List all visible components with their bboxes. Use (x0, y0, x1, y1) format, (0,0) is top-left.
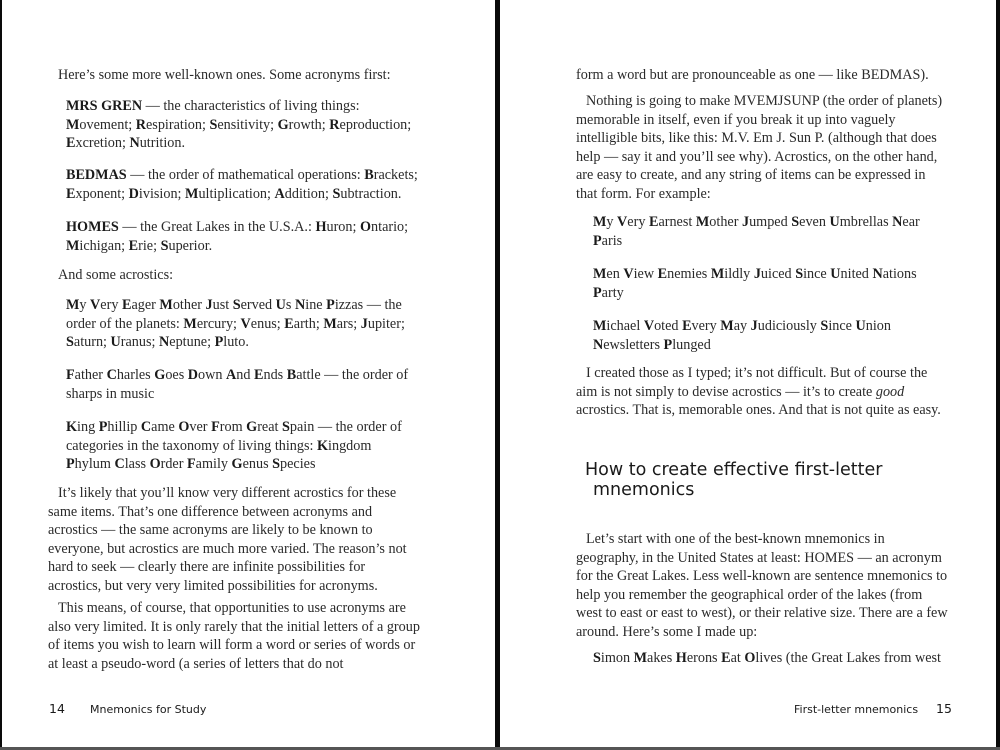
segment-text: nds (263, 367, 287, 383)
bold-initial: G (154, 367, 166, 383)
acrostic-example (593, 317, 927, 354)
segment-text: pain — the order of categories in the taxonomy of living things: (66, 419, 402, 454)
bold-initial: U (275, 297, 286, 313)
acrostic-item (66, 296, 418, 352)
segment-text: s (285, 297, 295, 313)
continuation-text: form a word but are pronounceable as one — like BEDMAS). (576, 67, 929, 83)
segment-text: eptune; (169, 334, 215, 351)
bold-initial: O (178, 419, 190, 435)
segment-text: ivision; (138, 185, 186, 202)
bold-initial: O (359, 219, 372, 235)
bold-initial: S (820, 318, 829, 334)
segment-text: nd (236, 367, 254, 383)
bold-initial: D (187, 367, 199, 383)
segment-text: rowth; (288, 116, 330, 133)
bold-initial: S (66, 334, 74, 351)
bold-initial: N (892, 214, 903, 230)
segment-text: arnest (658, 214, 696, 230)
bold-initial: M (593, 214, 607, 230)
segment-text: even (799, 214, 830, 230)
acronym-item (66, 218, 424, 255)
bold-initial: P (98, 419, 108, 435)
segment-text: uperior. (168, 237, 213, 254)
segment-text: nemies (667, 266, 711, 282)
bold-initial: O (149, 456, 161, 473)
running-title: Mnemonics for Study (90, 703, 207, 716)
acrostic-item (66, 418, 412, 474)
segment-text: ars; (336, 315, 361, 332)
bold-initial: J (360, 315, 368, 332)
bold-initial: E (682, 318, 692, 334)
heading-line: How to create effective first-letter (585, 460, 883, 480)
bold-initial: M (66, 116, 80, 133)
running-title: First-letter mnemonics (794, 703, 919, 716)
bold-initial: S (791, 214, 800, 230)
bold-initial: V (623, 266, 634, 282)
bold-initial: K (66, 419, 78, 435)
bold-initial: C (114, 456, 125, 473)
segment-text: ichael (606, 318, 644, 334)
segment-text: utrition. (139, 135, 186, 152)
bold-initial: S (332, 185, 341, 202)
segment-text: nion (865, 318, 891, 334)
bold-initial: J (753, 266, 761, 282)
bold-initial: G (246, 419, 258, 435)
acrostic-example (593, 265, 927, 302)
segment-text: y (79, 297, 91, 313)
segment-text: ince (803, 266, 831, 282)
bold-initial: M (710, 266, 725, 282)
bold-initial: S (272, 456, 281, 473)
segment-text: arth; (293, 315, 324, 332)
bold-initial: P (326, 297, 335, 313)
segment-text: en (606, 266, 624, 282)
segment-text: xponent; (75, 185, 129, 202)
segment-text: ewsletters (603, 336, 664, 353)
segment-text: upiter; (367, 315, 405, 332)
bold-initial: N (295, 297, 306, 313)
bold-initial: A (274, 185, 285, 202)
bold-initial: J (741, 214, 750, 230)
segment-text: hylum (74, 456, 115, 473)
segment-text: own (198, 367, 227, 383)
segment-text: amily (195, 456, 232, 473)
para-text: acrostics. That is, memorable ones. And that is not quite as easy. (576, 402, 941, 419)
segment-text: ercury; (196, 315, 241, 332)
segment-text: arty (601, 284, 624, 301)
bold-initial: BEDMAS (66, 167, 127, 183)
segment-text: ame (151, 419, 179, 435)
segment-text: ubtraction. (340, 185, 402, 202)
acronym-item (66, 97, 424, 153)
segment-text: umped (749, 214, 792, 230)
bold-initial: G (231, 456, 243, 473)
bold-initial: U (830, 266, 841, 282)
segment-text: other (709, 214, 742, 230)
bold-initial: P (663, 336, 673, 353)
segment-text: luto. (223, 334, 249, 351)
segment-text: ver (189, 419, 212, 435)
bold-initial: M (183, 315, 197, 332)
segment-text: rackets; (373, 167, 418, 183)
bold-initial: M (159, 297, 173, 313)
segment-text: ildly (724, 266, 754, 282)
segment-text: — the characteristics of living things: (142, 98, 360, 114)
bold-initial: S (593, 650, 601, 666)
segment-text: ince (828, 318, 856, 334)
segment-text: rom (219, 419, 247, 435)
segment-text: xcretion; (75, 135, 130, 152)
bold-initial: F (211, 419, 220, 435)
bold-initial: M (593, 266, 607, 282)
segment-text: ery (627, 214, 649, 230)
bold-initial: C (140, 419, 152, 435)
bold-initial: J (750, 318, 758, 334)
segment-text: ery (100, 297, 122, 313)
bold-initial: S (209, 116, 218, 133)
bold-initial: D (128, 185, 139, 202)
bold-initial: P (593, 232, 602, 249)
segment-text: iew (633, 266, 658, 282)
bold-initial: M (323, 315, 337, 332)
segment-text: attle — the order of sharps in music (66, 367, 409, 402)
segment-text: oes (165, 367, 188, 383)
segment-text: rie; (138, 237, 161, 254)
segment-text: uron; (326, 219, 360, 235)
segment-text: ichigan; (79, 237, 129, 254)
bold-initial: M (720, 318, 734, 334)
bold-initial: N (872, 266, 883, 282)
bold-initial: V (90, 297, 101, 313)
segment-text: ager (131, 297, 160, 313)
segment-text: lass (124, 456, 150, 473)
bold-initial: O (744, 650, 756, 666)
segment-text: rder (160, 456, 187, 473)
bold-initial: E (66, 135, 76, 152)
emphasis-text: good (875, 383, 905, 400)
bold-initial: E (657, 266, 668, 282)
segment-text: ultiplication; (198, 185, 275, 202)
bold-initial: N (593, 336, 604, 353)
segment-text: hillip (107, 419, 141, 435)
intro-text: Here’s some more well-known ones. Some acronyms first: (58, 67, 391, 83)
segment-text: — the Great Lakes in the U.S.A.: (118, 219, 316, 235)
bold-initial: S (232, 297, 241, 313)
segment-text: mbrellas (839, 214, 893, 230)
bold-initial: U (829, 214, 840, 230)
bold-initial: E (284, 315, 294, 332)
left-page (2, 0, 495, 747)
bold-initial: HOMES (66, 219, 119, 235)
bold-initial: U (110, 334, 121, 351)
bold-initial: E (721, 650, 731, 666)
segment-text: aris (601, 232, 623, 249)
bold-initial: P (214, 334, 224, 351)
segment-text: lunged (672, 336, 711, 353)
bold-initial: S (160, 237, 169, 254)
page-number: 15 (936, 701, 952, 716)
bold-initial: S (282, 419, 290, 435)
segment-text: ations (882, 266, 917, 282)
segment-text: ear (902, 214, 920, 230)
bold-initial: C (106, 367, 117, 383)
segment-text: ranus; (120, 334, 160, 351)
right-page (500, 0, 996, 747)
bold-initial: M (66, 297, 80, 313)
bold-initial: K (317, 437, 329, 454)
bold-initial: J (205, 297, 213, 313)
bold-initial: H (675, 650, 687, 666)
bold-initial: F (187, 456, 196, 473)
segment-text: oted (654, 318, 683, 334)
para-text: I created those as I typed; it’s not difficult. But of course the aim is not simply to devise acrostics — it’s to create (576, 365, 928, 400)
body-paragraph: It’s likely that you’ll know very different acrostics for these same items. That’s one difference between acronyms and acrostics — the same acronyms are likely to be known to everyone, but acrostics are much more varied. The reason’s not hard to seek — clearly there are infinite possibilities for acrostics, but very very limited possibilities for acronyms. (48, 485, 407, 594)
bold-initial: V (643, 318, 655, 334)
segment-text: imon (600, 650, 634, 666)
segment-text: — the order of mathematical operations: (126, 167, 365, 183)
bold-initial: N (159, 334, 170, 351)
segment-text: lives (the Great Lakes from west (755, 650, 941, 666)
bold-initial: U (855, 318, 866, 334)
bold-initial: P (66, 456, 75, 473)
segment-text: enus (242, 456, 273, 473)
segment-text: ather (74, 367, 107, 383)
segment-text: espiration; (146, 116, 210, 133)
segment-text: ddition; (284, 185, 333, 202)
bold-initial: M (185, 185, 199, 202)
segment-text: uiced (760, 266, 796, 282)
segment-text: akes (647, 650, 676, 666)
body-paragraph: Let’s start with one of the best-known mnemonics in geography, in the United States at least: HOMES — an acronym for the Great Lakes. Less well-known are sentence mnemonics to help you remember the geographical order of the lakes (from west to east or east to west), or their relative size. There are a few around. Here’s some I made up: (576, 531, 948, 640)
body-paragraph: This means, of course, that opportunities to use acronyms are also very limited. It is only rarely that the initial letters of a group of items you wish to learn will form a word or series of words or at least a pseudo-word (a series of letters that do not (48, 600, 420, 672)
frame-right-border (996, 0, 1000, 750)
segment-text: ay (733, 318, 751, 334)
segment-text: y (606, 214, 618, 230)
bold-initial: M (66, 237, 80, 254)
acrostics-intro: And some acrostics: (58, 267, 174, 283)
segment-text: at (730, 650, 745, 666)
bold-initial: E (121, 297, 132, 313)
segment-text: udiciously (757, 318, 821, 334)
section-heading (585, 460, 925, 500)
segment-text: nited (840, 266, 873, 282)
segment-text: aturn; (73, 334, 111, 351)
segment-text: erons (686, 650, 722, 666)
segment-text: pecies (280, 456, 316, 473)
bold-initial: E (128, 237, 139, 254)
bold-initial: B (286, 367, 297, 383)
bold-initial: M (633, 650, 648, 666)
bold-initial: R (329, 116, 340, 133)
bold-initial: A (226, 367, 237, 383)
bold-initial: E (66, 185, 76, 202)
bold-initial: V (240, 315, 251, 332)
segment-text: harles (116, 367, 155, 383)
bold-initial: E (648, 214, 659, 230)
bold-initial: B (364, 167, 374, 183)
segment-text: ine (305, 297, 327, 313)
bold-initial: M (695, 214, 710, 230)
segment-text: enus; (250, 315, 285, 332)
acronym-item (66, 166, 424, 203)
bold-initial: R (135, 116, 146, 133)
acrostic-example (593, 213, 927, 250)
bold-initial: F (66, 367, 75, 383)
bold-initial: MRS GREN (66, 98, 143, 114)
segment-text: izzas — the order of the planets: (66, 297, 402, 332)
body-paragraph (576, 364, 948, 420)
segment-text: very (691, 318, 721, 334)
segment-text: ing (77, 419, 99, 435)
heading-line: mnemonics (593, 480, 695, 500)
segment-text: other (172, 297, 206, 313)
segment-text: ust (212, 297, 233, 313)
acrostic-item (66, 366, 418, 403)
page-number: 14 (49, 701, 65, 716)
body-paragraph: Nothing is going to make MVEMJSUNP (the order of planets) memorable in itself, even if you break it up into vaguely intelligible bits, like this: M.V. Em J. Sun P. (although that does help — say it and you’ll see why). Acrostics, on the other hand, are easy to create, and any string of items can be expressed in that form. For example: (576, 93, 943, 202)
bold-initial: N (129, 135, 140, 152)
segment-text: ingdom (328, 437, 372, 454)
bold-initial: H (315, 219, 327, 235)
bold-initial: G (277, 116, 289, 133)
bold-initial: V (617, 214, 628, 230)
segment-text: erved (240, 297, 276, 313)
acrostic-example (593, 649, 953, 668)
segment-text: ensitivity; (217, 116, 278, 133)
segment-text: ovement; (79, 116, 136, 133)
segment-text: eproduction; (339, 116, 412, 133)
bold-initial: P (593, 284, 602, 301)
bold-initial: S (795, 266, 804, 282)
segment-text: reat (257, 419, 283, 435)
segment-text: ntario; (371, 219, 409, 235)
bold-initial: E (254, 367, 264, 383)
bold-initial: M (593, 318, 607, 334)
